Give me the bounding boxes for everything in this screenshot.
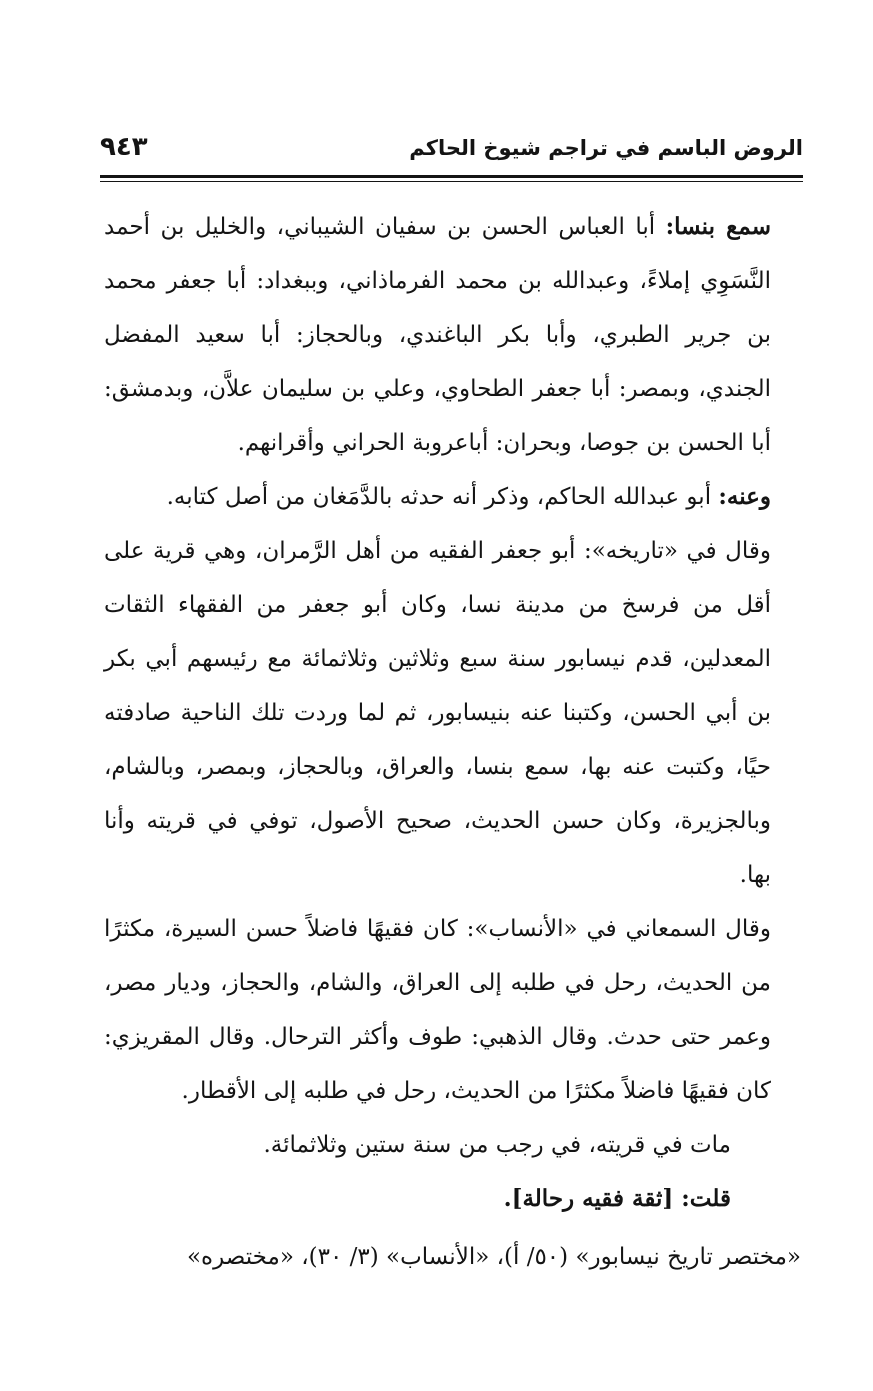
paragraph-sources: «مختصر تاريخ نيسابور» (٥٠/ أ)، «الأنساب» (٣/ ٣٠)، «مختصره» <box>186 1244 801 1270</box>
body-text <box>104 200 801 1284</box>
page-number: ٩٤٣ <box>100 132 148 162</box>
paragraph-teachers <box>104 200 801 470</box>
paragraph-death: مات في قريته، في رجب من سنة ستين وثلاثمائة. <box>263 1132 731 1158</box>
page-header <box>100 132 803 172</box>
paragraph-lead: سمع بنسا: <box>665 213 771 240</box>
paragraph-samani: وقال السمعاني في «الأنساب»: كان فقيهًا فاضلاً حسن السيرة، مكثرًا من الحديث، رحل في طلبه إلى العراق، والشام، والحجاز، وديار مصر، وعمر حتى حدث. وقال الذهبي: طوف وأكثر الترحال. وقال المقريزي: كان فقيهًا فاضلاً مكثرًا من الحديث، رحل في طلبه إلى الأقطار. <box>104 916 771 1104</box>
paragraph-text: أبا العباس الحسن بن سفيان الشيباني، والخليل بن أحمد النَّسَوِي إملاءً، وعبدالله بن محمد الفرماذاني، وببغداد: أبا جعفر محمد بن جرير الطبري، وأبا بكر الباغندي، وبالحجاز: أبا سعيد المفضل الجندي، وبمصر: أبا جعفر الطحاوي، وعلي بن سليمان علاَّن، وبدمشق: أبا الحسن بن جوصا، وبحران: أباعروبة الحراني وأقرانهم. <box>104 214 771 456</box>
header-rule-thick <box>100 175 803 178</box>
paragraph-lead: وعنه: <box>718 483 771 510</box>
paragraph-verdict: قلت: [ثقة فقيه رحالة]. <box>503 1185 731 1212</box>
paragraph-students <box>104 470 801 524</box>
running-title: الروض الباسم في تراجم شيوخ الحاكم <box>409 136 803 160</box>
paragraph-text: أبو عبدالله الحاكم، وذكر أنه حدثه بالدَّمَغان من أصل كتابه. <box>166 484 719 510</box>
paragraph-hakim-history: وقال في «تاريخه»: أبو جعفر الفقيه من أهل الرَّمران، وهي قرية على أقل من فرسخ من مدينة نسا، وكان أبو جعفر من الفقهاء الثقات المعدلين، قدم نيسابور سنة سبع وثلاثين وثلاثمائة مع رئيسهم أبي بكر بن أبي الحسن، وكتبنا عنه بنيسابور، ثم لما وردت تلك الناحية صادفته حيًا، وكتبت عنه بها، سمع بنسا، والعراق، وبالحجاز، وبمصر، وبالشام، وبالجزيرة، وكان حسن الحديث، صحيح الأصول، توفي في قريته وأنا بها. <box>104 538 771 888</box>
header-rule-thin <box>100 181 803 182</box>
